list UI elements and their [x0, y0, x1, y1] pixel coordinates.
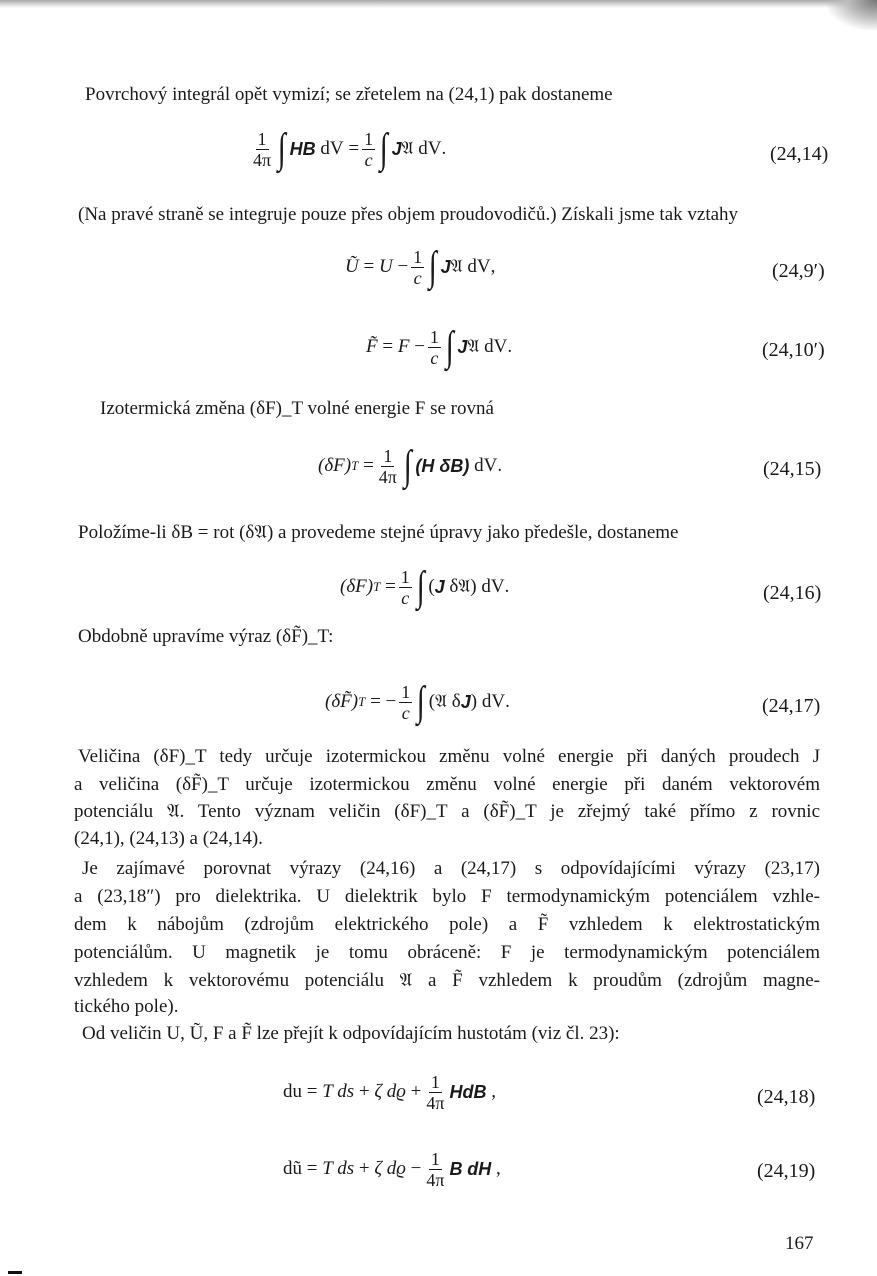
- paragraph-line: vzhledem k vektorovému potenciálu 𝔄 a F̃ vzhledem k proudům (zdrojům magne-: [74, 970, 820, 991]
- paragraph-densities: Od veličin U, Ũ, F a F̃ lze přejít k odpovídajícím hustotám (viz čl. 23):: [82, 1023, 620, 1044]
- integral-sign: ∫: [379, 126, 388, 172]
- equation-24-18: du = T ds + ζ dϱ + $\frac{1}{4\pi}$ H dB ,: [283, 1071, 496, 1113]
- equation-number: (24,14): [770, 143, 829, 165]
- paragraph-line: Veličina (δF)_T tedy určuje izotermickou změnu volné energie při daných proudech J: [78, 746, 820, 767]
- integral-sign: ∫: [416, 564, 425, 610]
- margin-mark: [8, 1271, 22, 1274]
- paragraph-line: (24,1), (24,13) a (24,14).: [74, 828, 263, 849]
- paragraph-line: potenciálu 𝔄. Tento význam veličin (δF)_T a (δF̃)_T je zřejmý také přímo z rovnic: [74, 801, 820, 822]
- equation-number: (24,16): [763, 582, 822, 604]
- paragraph-substitution: Položíme-li δB = rot (δ𝔄) a provedeme stejné úpravy jako předešle, dostaneme: [78, 522, 679, 543]
- fraction: $\frac{1}{c}$: [413, 246, 423, 288]
- paragraph-line: a veličina (δF̃)_T určuje izotermickou změnu volné energie při daném vektorovém: [74, 774, 820, 795]
- paragraph-line: potenciálům. U magnetik je tomu obráceně: F je termodynamickým potenciálem: [74, 942, 820, 963]
- integral-sign: ∫: [403, 443, 412, 489]
- fraction: $\frac{1}{4\pi}$: [253, 128, 272, 170]
- equation-24-14: $\frac{1}{4\pi}$ ∫ HB dV = $\frac{1}{c}$ ∫ J 𝔄 dV .: [253, 126, 447, 172]
- integral-sign: ∫: [277, 126, 286, 172]
- integral-sign: ∫: [428, 244, 437, 290]
- scan-corner-shadow: [827, 0, 877, 30]
- integral-sign: ∫: [445, 324, 454, 370]
- paragraph-intro: Povrchový integrál opět vymizí; se zřetelem na (24,1) pak dostaneme: [85, 84, 613, 105]
- integral-sign: ∫: [416, 679, 426, 725]
- page-number: 167: [785, 1233, 814, 1254]
- fraction: $\frac{1}{c}$: [400, 566, 410, 608]
- paragraph-note: (Na pravé straně se integruje pouze přes objem proudovodičů.) Získali jsme tak vztahy: [78, 204, 739, 225]
- paragraph-isothermal: Izotermická změna (δF)_T volné energie F se rovná: [100, 398, 494, 419]
- scan-top-shadow: [0, 0, 877, 8]
- equation-number: (24,10′): [762, 339, 825, 361]
- paragraph-line: dem k nábojům (zdrojům elektrického pole) a F̃ vzhledem k elektrostatickým: [74, 914, 820, 935]
- equation-number: (24,17): [762, 695, 821, 717]
- equation-24-10-prime: F̃ = F − $\frac{1}{c}$ ∫ J 𝔄 dV .: [366, 324, 513, 370]
- fraction: $\frac{1}{c}$: [401, 681, 411, 723]
- equation-number: (24,9′): [772, 260, 825, 282]
- equation-number: (24,18): [757, 1086, 816, 1108]
- fraction: $\frac{1}{c}$: [364, 128, 374, 170]
- paragraph-line: tického pole).: [74, 996, 179, 1017]
- equation-24-9-prime: Ũ = U − $\frac{1}{c}$ ∫ J 𝔄 dV ,: [345, 244, 496, 290]
- equation-24-17: (δF̃) T = − $\frac{1}{c}$ ∫ ( 𝔄 δ J ) dV .: [325, 679, 510, 725]
- paragraph-similarly: Obdobně upravíme výraz (δF̃)_T:: [78, 626, 334, 647]
- equation-24-16: (δF) T = $\frac{1}{c}$ ∫ ( J δ 𝔄 ) dV .: [340, 564, 510, 610]
- fraction: $\frac{1}{4\pi}$: [426, 1148, 445, 1190]
- equation-24-19: dũ = T ds + ζ dϱ − $\frac{1}{4\pi}$ B dH ,: [283, 1148, 501, 1190]
- fraction: $\frac{1}{4\pi}$: [426, 1071, 445, 1113]
- equation-24-15: (δF) T = $\frac{1}{4\pi}$ ∫ (H δB) dV .: [318, 443, 503, 489]
- fraction: $\frac{1}{c}$: [429, 326, 439, 368]
- equation-number: (24,19): [757, 1160, 816, 1182]
- equation-number: (24,15): [763, 458, 822, 480]
- fraction: $\frac{1}{4\pi}$: [378, 445, 397, 487]
- paragraph-line: a (23,18″) pro dielektrika. U dielektrik bylo F termodynamickým potenciálem vzhle-: [74, 886, 820, 907]
- paragraph-line: Je zajímavé porovnat výrazy (24,16) a (24,17) s odpovídajícími výrazy (23,17): [82, 858, 820, 879]
